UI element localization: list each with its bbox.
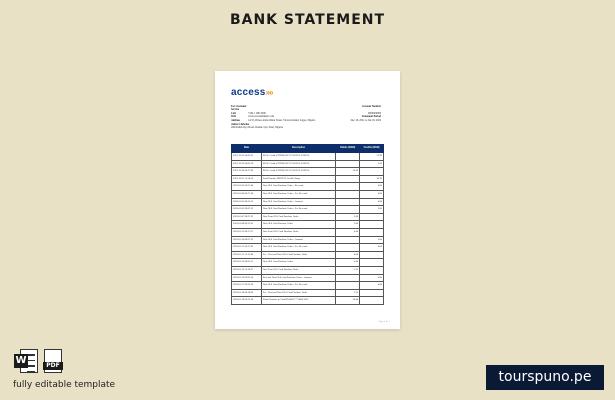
date-cell: 2022-01-14 08:27:33 xyxy=(232,236,262,244)
table-row xyxy=(232,198,384,206)
column-header: Credits (NGN) xyxy=(360,145,384,153)
description-cell: Reversal Non-OLS Card Purchase Order - Amount xyxy=(261,274,335,282)
table-row xyxy=(232,282,384,290)
date-cell: 2021-12-22 00:05:18 xyxy=(232,160,262,168)
customer-address: Old Ibadan Oyo Road, Ibadan, Oyo State, Nigeria xyxy=(231,126,283,130)
logo-text: access xyxy=(231,87,266,98)
date-cell: 2022-01-04 09:17:38 xyxy=(232,190,262,198)
description-cell: SEAL Credit (CHIWE)/ECO TAP/PAL PAYPAL xyxy=(261,168,335,176)
info-key: Web xyxy=(231,115,237,119)
info-value: 14/15, Prince Alaba Oniru Street, Victoria Island, Lagos, Nigeria xyxy=(248,118,316,122)
transactions-table xyxy=(231,144,384,305)
description-cell: Fund Transfer DIGITAL Credit Charge xyxy=(261,175,335,183)
credit-cell xyxy=(360,213,384,221)
debit-cell: 30.00 xyxy=(336,297,360,305)
date-cell: 2022-01-15 12:13:08 xyxy=(232,251,262,259)
file-format-icons xyxy=(14,349,63,373)
logo-arrows-icon: »» xyxy=(265,88,273,97)
date-cell: 2022-01-05 08:13:23 xyxy=(232,198,262,206)
table-row xyxy=(232,289,384,297)
credit-cell xyxy=(360,259,384,267)
table-row xyxy=(232,153,384,161)
debit-cell xyxy=(336,274,360,282)
credit-cell: 4.00 xyxy=(360,244,384,252)
info-right: Statement Period xyxy=(361,115,381,119)
info-right: 0000000000 xyxy=(368,111,381,115)
credit-cell: 4.00 xyxy=(360,274,384,282)
description-cell: Non-OLS Card Purchase Order - Fee Reversal xyxy=(261,244,335,252)
info-right: Account Number xyxy=(361,105,381,108)
statement-document xyxy=(215,71,400,329)
description-cell: Non-OLS Card Purchase Order - Fee Reversal xyxy=(261,206,335,214)
description-cell: Non-OLS Card Purchase Order - Fee Reversal xyxy=(261,190,335,198)
date-cell: 2022-01-16 09:23:14 xyxy=(232,274,262,282)
info-row xyxy=(231,105,381,112)
table-row xyxy=(232,190,384,198)
credit-cell xyxy=(360,221,384,229)
description-cell: Non-OLS Card Purchase Order xyxy=(261,259,335,267)
debit-cell: 3.00 xyxy=(336,213,360,221)
debit-cell: 3.00 xyxy=(336,221,360,229)
debit-cell xyxy=(336,206,360,214)
date-cell: 2021-12-31 13:18:10 xyxy=(232,175,262,183)
debit-cell xyxy=(336,183,360,191)
pdf-badge: PDF xyxy=(43,362,63,370)
credit-cell xyxy=(360,251,384,259)
bank-logo xyxy=(231,87,272,98)
debit-cell: 35.00 xyxy=(336,168,360,176)
debit-cell: 4.00 xyxy=(336,228,360,236)
date-cell: 2022-01-17 08:13:20 xyxy=(232,282,262,290)
table-row xyxy=(232,297,384,305)
table-row xyxy=(232,236,384,244)
credit-cell xyxy=(360,297,384,305)
info-right: Dec 18, 2021 to Jan 18, 2022 xyxy=(350,118,381,122)
table-row xyxy=(232,213,384,221)
table-row xyxy=(232,206,384,214)
editable-caption: fully editable template xyxy=(13,380,116,390)
info-value: www.accessbankplc.com xyxy=(248,115,275,119)
description-cell: Non-OLS Card Purchase Order xyxy=(261,221,335,229)
debit-cell xyxy=(336,198,360,206)
credit-cell xyxy=(360,228,384,236)
brand-badge[interactable]: tourspuno.pe xyxy=(486,365,604,390)
debit-cell xyxy=(336,244,360,252)
date-cell: 2021-12-21 00:03:25 xyxy=(232,153,262,161)
debit-cell xyxy=(336,175,360,183)
description-cell: Fee - Reversal Non-OLS Card Purchase Order xyxy=(261,289,335,297)
description-cell: Non-OLS Card Purchase Order - Amount xyxy=(261,236,335,244)
credit-cell: 5.00 xyxy=(360,160,384,168)
column-header: Date xyxy=(232,145,262,153)
credit-cell: 4.00 xyxy=(360,183,384,191)
info-row xyxy=(231,119,381,122)
date-cell: 2022-01-08 09:15:33 xyxy=(232,221,262,229)
pdf-file-icon xyxy=(43,349,63,373)
customer-block xyxy=(231,123,381,130)
debit-cell: 3.25 xyxy=(336,266,360,274)
table-row xyxy=(232,244,384,252)
info-value: +234 1 280 2000 xyxy=(248,111,266,115)
word-badge: W xyxy=(15,355,27,366)
debit-cell xyxy=(336,160,360,168)
description-cell: Non-OLS Card Purchase Order - Amount xyxy=(261,198,335,206)
debit-cell: 4.00 xyxy=(336,259,360,267)
debit-cell xyxy=(336,282,360,290)
description-cell: Fee - Reversal Non-OLS Card Purchase Order xyxy=(261,251,335,259)
table-row xyxy=(232,266,384,274)
date-cell: 2022-01-03 06:27:40 xyxy=(232,183,262,191)
credit-cell xyxy=(360,289,384,297)
date-cell: 2022-01-16 13:18:27 xyxy=(232,266,262,274)
debit-cell xyxy=(336,236,360,244)
description-cell: Non-OLS Card Purchase Order - Fee Reversal xyxy=(261,282,335,290)
date-cell: 2022-01-05 09:07:32 xyxy=(232,206,262,214)
description-cell: Non-Term OLS Card Purchase Order xyxy=(261,213,335,221)
info-key: Call xyxy=(231,111,236,115)
debit-cell: 4.00 xyxy=(336,251,360,259)
date-cell: 2022-01-18 06:13:28 xyxy=(232,297,262,305)
column-header: Debits (NGN) xyxy=(336,145,360,153)
description-cell: Non-Term OLS Card Purchase Order xyxy=(261,228,335,236)
description-cell: Non-Term OLS Card Purchase Order xyxy=(261,266,335,274)
credit-cell xyxy=(360,168,384,176)
word-file-icon xyxy=(14,349,38,373)
debit-cell: 2.25 xyxy=(336,289,360,297)
description-cell: Funds Transfer to Card ID/0000****0000 2022 xyxy=(261,297,335,305)
credit-cell: 30.30 xyxy=(360,175,384,183)
table-row xyxy=(232,251,384,259)
table-row xyxy=(232,183,384,191)
table-row xyxy=(232,160,384,168)
table-row xyxy=(232,175,384,183)
date-cell: 2022-01-18 08:18:09 xyxy=(232,289,262,297)
page-heading: BANK STATEMENT xyxy=(229,12,386,28)
info-value xyxy=(248,105,320,112)
date-cell: 2021-12-24 00:27:09 xyxy=(232,168,262,176)
date-cell: 2022-01-15 09:17:43 xyxy=(232,244,262,252)
date-cell: 2022-01-16 08:25:13 xyxy=(232,259,262,267)
credit-cell: 3.00 xyxy=(360,206,384,214)
description-cell: SEAL Credit (CHIWE)/ECO TAP/PAL PAYPAL xyxy=(261,153,335,161)
credit-cell: 3.00 xyxy=(360,236,384,244)
table-row xyxy=(232,228,384,236)
table-row xyxy=(232,259,384,267)
credit-cell: 4.00 xyxy=(360,190,384,198)
date-cell: 2022-01-07 08:27:32 xyxy=(232,213,262,221)
debit-cell xyxy=(336,190,360,198)
table-row xyxy=(232,274,384,282)
page-number: Page 1 of 1 xyxy=(378,320,390,323)
description-cell: SEAL Credit (CHIWE)/ECO TAP/PAL PAYPAL xyxy=(261,160,335,168)
column-header: Description xyxy=(261,145,335,153)
info-key: Address xyxy=(231,118,241,122)
customer-name: John Chiwhe xyxy=(231,122,249,127)
credit-cell: 4.00 xyxy=(360,198,384,206)
table-row xyxy=(232,168,384,176)
credit-cell xyxy=(360,266,384,274)
debit-cell xyxy=(336,153,360,161)
credit-cell: 52.99 xyxy=(360,153,384,161)
statement-info xyxy=(231,105,381,130)
description-cell: Non-OLS Card Purchase Order - Reversal xyxy=(261,183,335,191)
info-key: For Customer Service xyxy=(231,105,247,112)
table-row xyxy=(232,221,384,229)
date-cell: 2022-01-12 08:17:27 xyxy=(232,228,262,236)
credit-cell: 4.00 xyxy=(360,282,384,290)
